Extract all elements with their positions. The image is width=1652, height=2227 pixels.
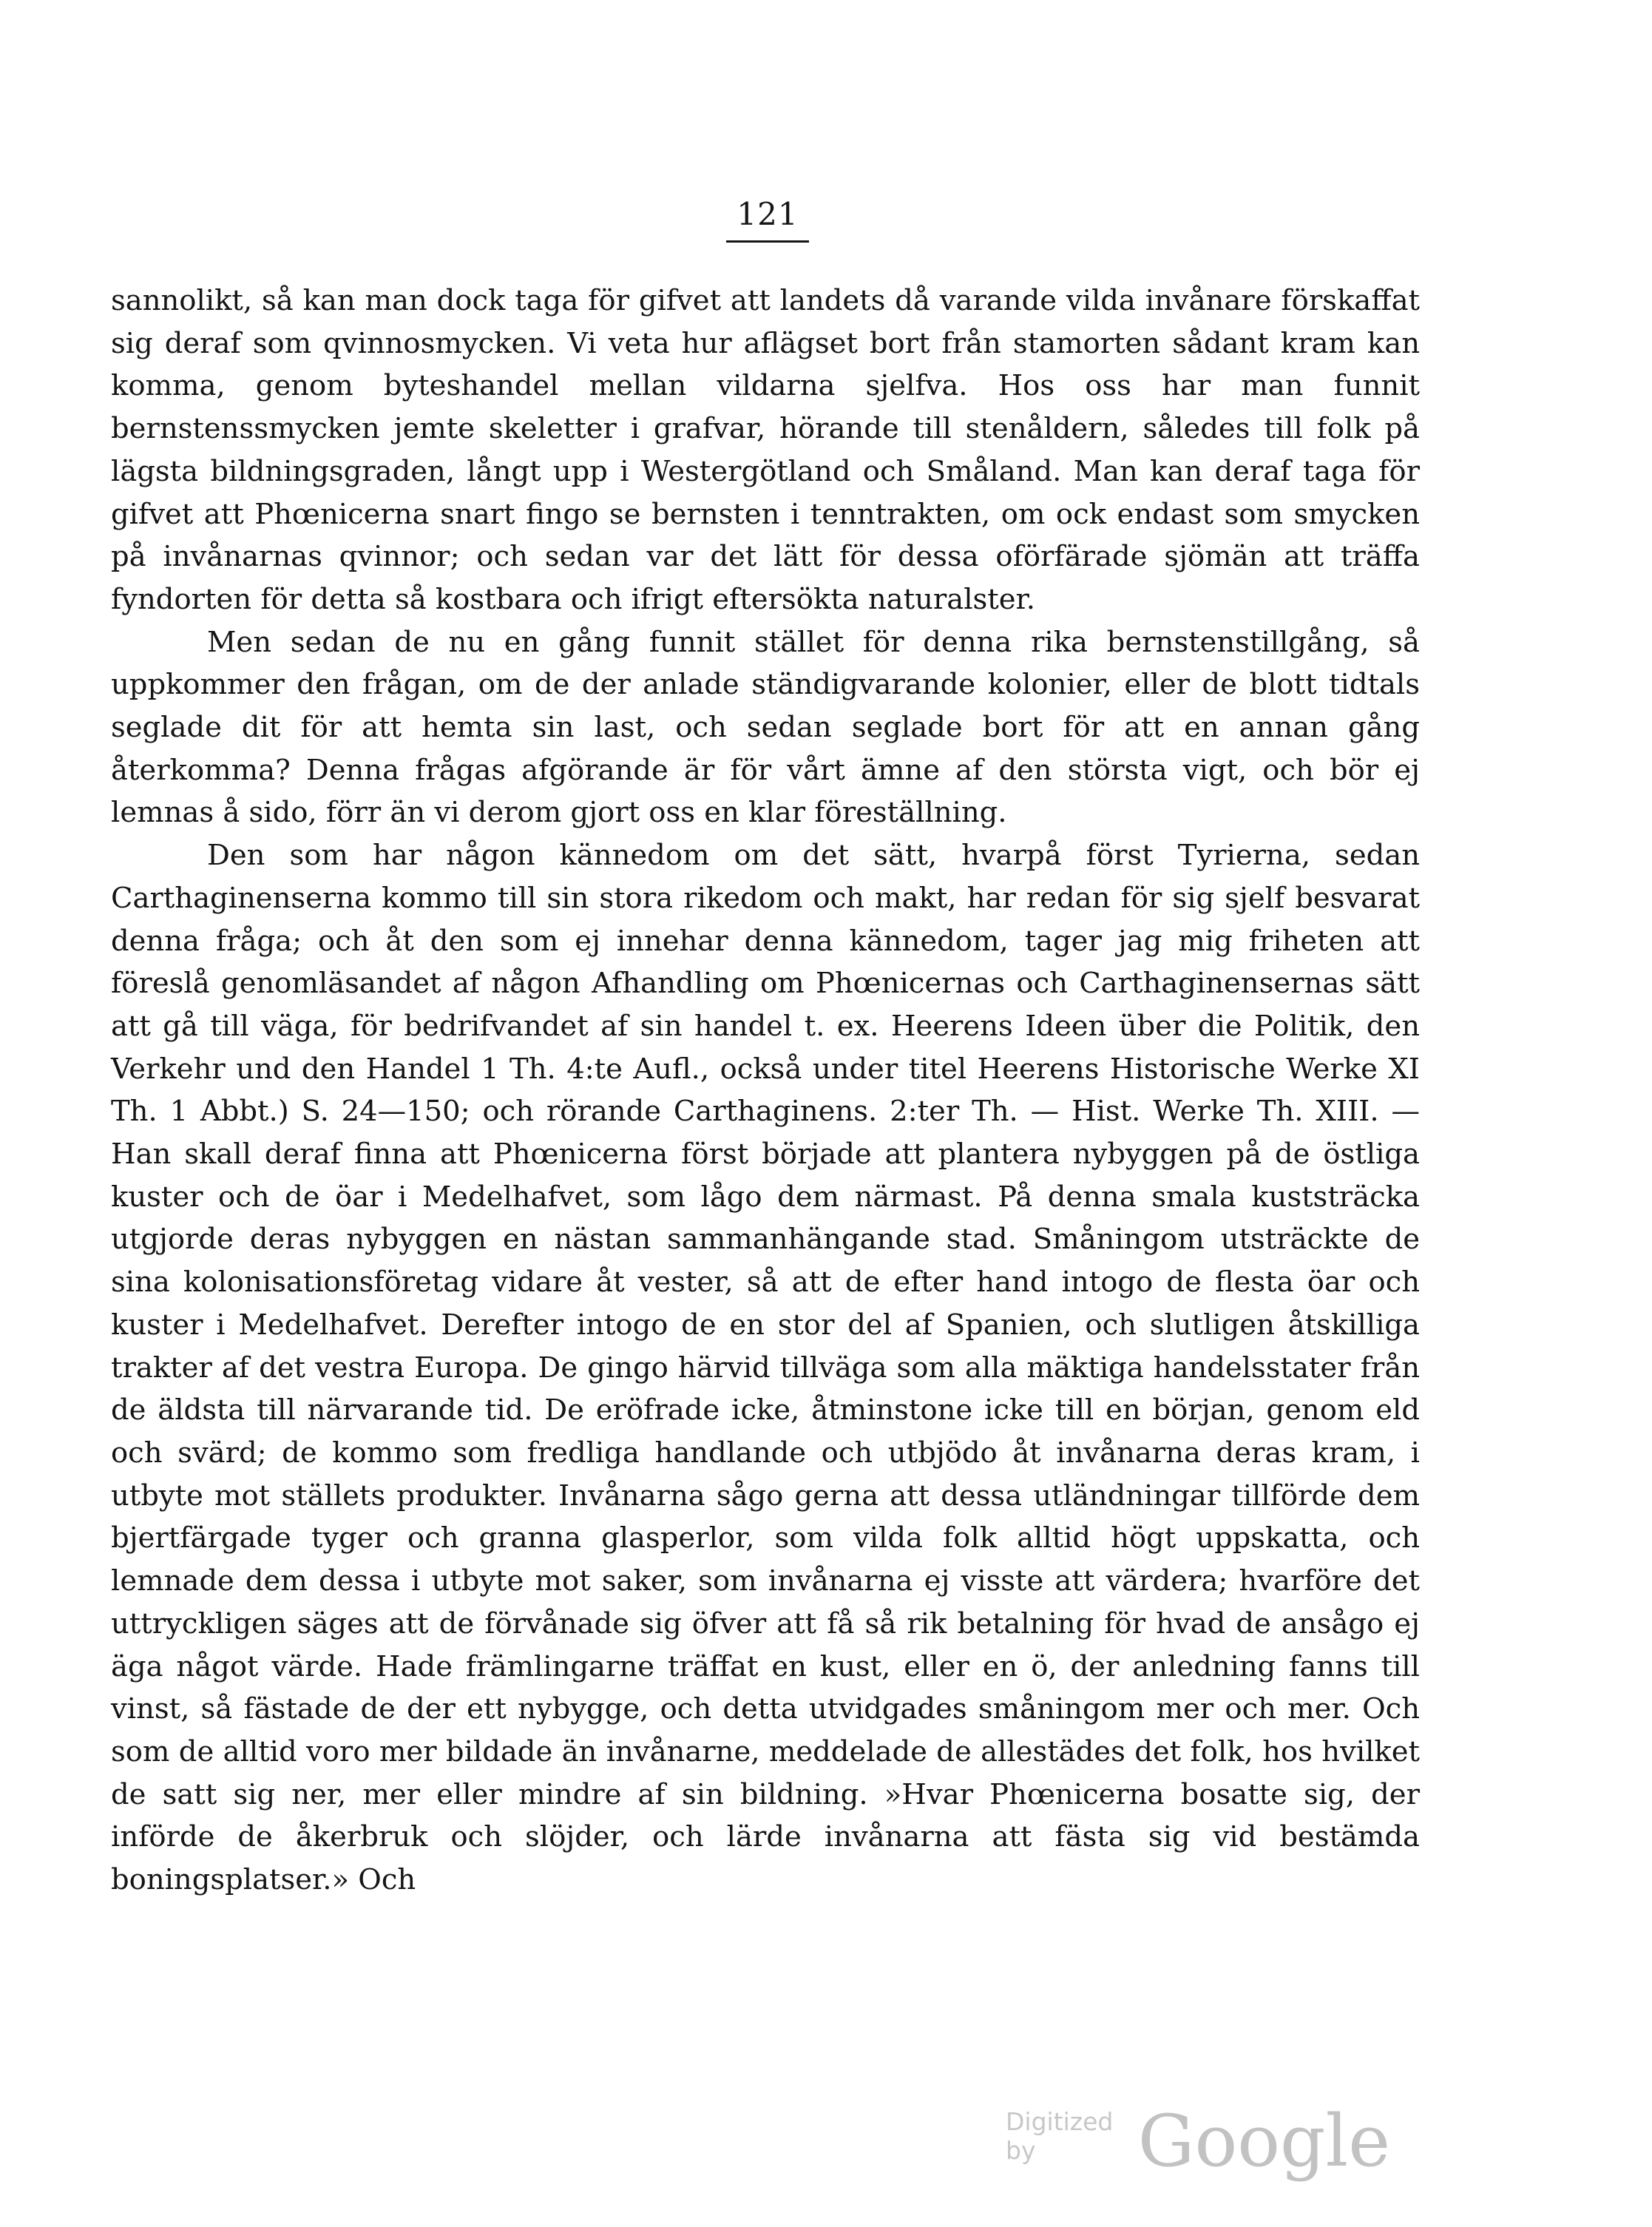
paragraph-3: Den som har någon kännedom om det sätt, hvarpå först Tyrierna, sedan Carthaginenserna kommo till sin stora rikedom och makt, har redan för sig sjelf besvarat denna fråga; och åt den som ej innehar denna kännedom, tager jag mig friheten att föreslå genomläsandet af någon Afhandling om Phœnicernas och Carthaginensernas sätt att gå till väga, för bedrifvandet af sin handel t. ex. Heerens Ideen über die Politik, den Verkehr und den Handel 1 Th. 4:te Aufl., också under titel Heerens Historische Werke XI Th. 1 Abbt.) S. 24—150; och rörande Carthaginens. 2:ter Th. — Hist. Werke Th. XIII. — Han skall deraf finna att Phœnicerna först började att plantera nybyggen på de östliga kuster och de öar i Medelhafvet, som lågo dem närmast. På denna smala kuststräcka utgjorde deras nybyggen en nästan sammanhängande stad. Småningom utsträckte de sina kolonisationsföretag vidare åt vester, så att de efter hand intogo de flesta öar och kuster i Medelhafvet. Derefter intogo de en stor del af Spanien, och slutligen åtskilliga trakter af det vestra Europa. De gingo härvid tillväga som alla mäktiga handelsstater från de äldsta till närvarande tid. De eröfrade icke, åtminstone icke till en början, genom eld och svärd; de kommo som fredliga handlande och utbjödo åt invånarna deras kram, i utbyte mot ställets produkter. Invånarna sågo gerna att dessa utländningar tillförde dem bjertfärgade tyger och granna glasperlor, som vilda folk alltid högt uppskatta, och lemnade dem dessa i utbyte mot saker, som invånarna ej visste att värdera; hvarföre det uttryckligen säges att de förvånade sig öfver att få så rik betalning för hvad de ansågo ej äga något värde. Hade främlingarne träffat en kust, eller en ö, der anledning fanns till vinst, så fästade de der ett nybygge, och detta utvidgades småningom mer och mer. Och som de alltid voro mer bildade än invånarne, meddelade de allestädes det folk, hos hvilket de satt sig ner, mer eller mindre af sin bildning. »Hvar Phœnicerna bosatte sig, der införde de åkerbruk och slöjder, och lärde invånarna att fästa sig vid bestämda boningsplatser.» Och <box>111 839 1420 1897</box>
paragraph-1: sannolikt, så kan man dock taga för gifvet att landets då varande vilda invånare förskaffat sig deraf som qvinnosmycken. Vi veta hur aflägset bort från stamorten sådant kram kan komma, genom byteshandel mellan vildarna sjelfva. Hos oss har man funnit bernstenssmycken jemte skeletter i grafvar, hörande till stenåldern, således till folk på lägsta bildningsgraden, långt upp i Westergötland och Småland. Man kan deraf taga för gifvet att Phœnicerna snart fingo se bernsten i tenntrakten, om ock endast som smycken på invånarnas qvinnor; och sedan var det lätt för dessa oförfärade sjömän att träffa fyndorten för detta så kostbara och ifrigt eftersökta naturalster. <box>111 284 1420 616</box>
digitized-watermark <box>1006 2097 1390 2183</box>
google-logo: Google <box>1137 2100 1390 2183</box>
watermark-prefix: Digitized by <box>1006 2107 1114 2165</box>
body-text <box>111 280 1420 1902</box>
page-number: 121 <box>737 196 799 232</box>
page-number-rule <box>726 240 809 243</box>
paragraph-2: Men sedan de nu en gång funnit stället för denna rika bernstenstillgång, så uppkommer den frågan, om de der anlade ständigvarande kolonier, eller de blott tidtals seglade dit för att hemta sin last, och sedan seglade bort för att en annan gång återkomma? Denna frågas afgörande är för vårt ämne af den största vigt, och bör ej lemnas å sido, förr än vi derom gjort oss en klar föreställning. <box>111 625 1420 830</box>
